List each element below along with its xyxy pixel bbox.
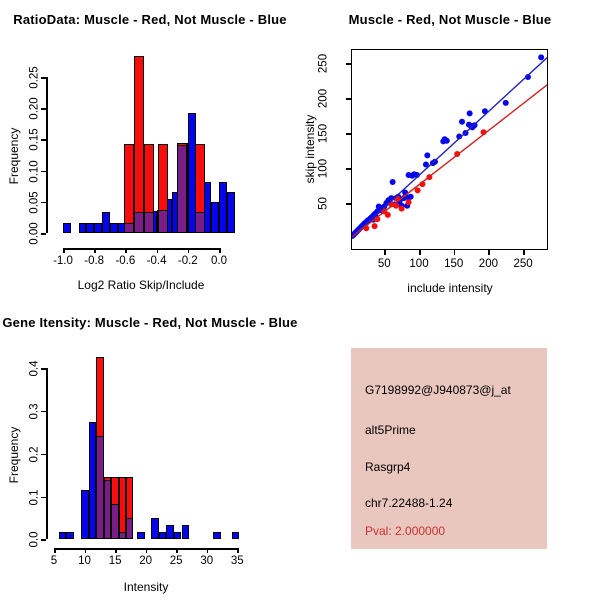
scatter-xlabel: include intensity — [407, 281, 493, 295]
y-axis-tick — [346, 133, 351, 135]
scatter-point-not_muscle_blue — [408, 194, 414, 200]
x-axis-line — [63, 248, 219, 250]
x-axis-tick — [63, 248, 65, 253]
x-axis-tick-label: 15 — [108, 555, 122, 568]
hist-bar-not_muscle_blue — [79, 223, 87, 233]
scatter-canvas — [352, 50, 547, 249]
y-axis-tick — [41, 233, 46, 235]
gene-hist-title: Gene Itensity: Muscle - Red, Not Muscle - Blue — [2, 315, 298, 330]
x-axis-tick-label: -0.6 — [115, 255, 136, 267]
scatter-point-not_muscle_blue — [503, 100, 509, 106]
hist-bar-overlap_purple — [195, 212, 205, 233]
x-axis-tick-label: -1.0 — [53, 255, 73, 267]
x-axis-tick — [94, 248, 96, 253]
x-axis-tick — [237, 548, 239, 553]
x-axis-tick — [157, 248, 159, 253]
x-axis-tick — [146, 548, 148, 553]
x-axis-tick — [419, 250, 421, 255]
hist-bar-not_muscle_blue — [182, 525, 189, 539]
y-axis-tick — [41, 539, 46, 541]
x-axis-tick-label: 100 — [409, 258, 429, 270]
scatter-point-not_muscle_blue — [390, 179, 396, 185]
scatter-point-not_muscle_blue — [424, 152, 430, 158]
hist-bar-not_muscle_blue — [213, 532, 220, 539]
y-axis-tick-label: 0.10 — [28, 159, 41, 183]
scatter-point-muscle_red — [372, 223, 378, 229]
y-axis-tick-label: 200 — [317, 88, 330, 109]
scatter-point-muscle_red — [399, 206, 405, 212]
x-axis-tick-label: 250 — [513, 258, 533, 270]
hist-bar-overlap_purple — [177, 145, 187, 233]
hist-bar-not_muscle_blue — [219, 182, 227, 233]
blue_fit_line — [352, 57, 547, 236]
x-axis-tick-label: 10 — [78, 555, 91, 568]
x-axis-tick — [176, 548, 178, 553]
y-axis-tick — [41, 108, 46, 110]
hist-bar-not_muscle_blue — [137, 532, 144, 539]
hist-bar-not_muscle_blue — [211, 202, 219, 233]
hist-bar-not_muscle_blue — [227, 192, 235, 233]
gene-name-text: Rasgrp4 — [365, 460, 411, 474]
y-axis-tick — [41, 139, 46, 141]
x-axis-tick-label: 35 — [230, 555, 244, 568]
x-axis-tick-label: 25 — [169, 555, 183, 568]
hist-bar-not_muscle_blue — [63, 223, 71, 233]
hist-bar-overlap_purple — [104, 480, 111, 539]
x-axis-tick — [384, 250, 386, 255]
hist-bar-muscle_red — [119, 477, 126, 539]
hist-bar-muscle_red — [134, 56, 144, 233]
y-axis-tick — [346, 63, 351, 65]
ratio-hist-ylabel: Frequency — [7, 127, 21, 185]
hist-bar-not_muscle_blue — [86, 223, 94, 233]
hist-bar-overlap_purple — [119, 532, 126, 539]
y-axis-tick-label: 0.3 — [28, 403, 41, 420]
y-axis-tick — [41, 202, 46, 204]
y-axis-tick-label: 0.25 — [28, 66, 41, 89]
y-axis-tick-label: 100 — [317, 158, 330, 179]
y-axis-tick — [346, 98, 351, 100]
hist-bar-not_muscle_blue — [151, 518, 158, 539]
hist-bar-overlap_purple — [111, 504, 118, 540]
x-axis-tick-label: -0.8 — [84, 255, 105, 267]
gene-info-box — [351, 348, 547, 549]
x-axis-tick — [523, 250, 525, 255]
y-axis-tick — [41, 368, 46, 370]
y-axis-tick — [41, 497, 46, 499]
scatter-point-not_muscle_blue — [444, 138, 450, 144]
y-axis-tick — [346, 203, 351, 205]
x-axis-tick-label: -0.2 — [177, 255, 198, 267]
gene-hist-xlabel: Intensity — [123, 580, 169, 594]
scatter-point-muscle_red — [385, 212, 391, 218]
ratio-hist-xlabel: Log2 Ratio Skip/Include — [77, 278, 205, 292]
hist-bar-not_muscle_blue — [174, 532, 181, 539]
hist-bar-muscle_red — [124, 144, 134, 233]
x-axis-tick — [188, 248, 190, 253]
x-axis-tick — [219, 248, 221, 253]
hist-bar-overlap_purple — [126, 518, 133, 539]
hist-bar-overlap_purple — [144, 212, 154, 233]
x-axis-tick — [488, 250, 490, 255]
ratio-histogram-panel — [0, 0, 300, 300]
scatter-ylabel: skip intensity — [303, 114, 317, 184]
gene-intensity-histogram-panel — [0, 300, 300, 600]
hist-bar-not_muscle_blue — [232, 532, 239, 539]
y-axis-line — [46, 368, 48, 539]
x-axis-tick — [85, 548, 87, 553]
scatter-point-not_muscle_blue — [538, 54, 544, 60]
x-axis-tick — [54, 548, 56, 553]
x-axis-tick-label: 30 — [200, 555, 214, 568]
y-axis-tick-label: 0.20 — [28, 97, 41, 120]
red_fit_line — [352, 85, 547, 237]
hist-bar-overlap_purple — [124, 223, 134, 233]
x-axis-tick-label: 5 — [50, 555, 58, 568]
y-axis-tick — [41, 77, 46, 79]
x-axis-tick-label: 50 — [377, 258, 391, 270]
x-axis-tick-label: -0.4 — [146, 255, 167, 267]
y-axis-tick — [346, 168, 351, 170]
hist-bar-not_muscle_blue — [89, 422, 96, 539]
y-axis-line — [46, 77, 48, 233]
hist-bar-not_muscle_blue — [81, 490, 88, 539]
y-axis-tick-label: 0.05 — [28, 191, 41, 214]
y-axis-tick-label: 0.15 — [28, 128, 41, 152]
info-panel — [300, 300, 600, 600]
scatter-point-not_muscle_blue — [467, 110, 473, 116]
hist-bar-not_muscle_blue — [110, 223, 118, 233]
y-axis-tick-label: 0.00 — [28, 222, 41, 245]
ratio-hist-title: RatioData: Muscle - Red, Not Muscle - Blue — [13, 12, 287, 27]
y-axis-tick-label: 0.0 — [28, 531, 41, 548]
y-axis-tick-label: 50 — [317, 197, 330, 210]
x-axis-tick-label: 20 — [139, 555, 153, 568]
y-axis-tick-label: 150 — [317, 123, 330, 144]
scatter-title: Muscle - Red, Not Muscle - Blue — [348, 12, 552, 27]
hist-bar-not_muscle_blue — [59, 532, 66, 539]
x-axis-tick-label: 200 — [478, 258, 498, 270]
locus-text: chr7.22488-1.24 — [365, 496, 453, 510]
x-axis-tick — [125, 248, 127, 253]
hist-bar-overlap_purple — [158, 210, 168, 233]
y-axis-tick-label: 250 — [317, 53, 330, 74]
x-axis-tick — [115, 548, 117, 553]
hist-bar-not_muscle_blue — [166, 525, 173, 539]
hist-bar-overlap_purple — [134, 212, 144, 233]
y-axis-tick — [41, 411, 46, 413]
hist-bar-not_muscle_blue — [66, 532, 73, 539]
scatter-point-not_muscle_blue — [459, 119, 465, 125]
hist-bar-overlap_purple — [96, 436, 103, 540]
y-axis-tick-label: 0.2 — [28, 446, 41, 463]
x-axis-tick-label: 0.0 — [211, 255, 227, 267]
y-axis-tick-label: 0.4 — [28, 360, 41, 377]
gene-hist-ylabel: Frequency — [7, 426, 21, 484]
y-axis-tick-label: 0.1 — [28, 489, 41, 505]
x-axis-tick — [207, 548, 209, 553]
probe-id-text: G7198992@J940873@j_at — [365, 383, 511, 397]
hist-bar-not_muscle_blue — [159, 532, 166, 539]
hist-bar-not_muscle_blue — [102, 212, 110, 233]
y-axis-tick — [41, 454, 46, 456]
x-axis-tick-label: 150 — [444, 258, 464, 270]
y-axis-tick — [41, 171, 46, 173]
intensity-scatter-panel — [300, 0, 600, 300]
event-type-text: alt5Prime — [365, 423, 416, 437]
pval-text: Pval: 2.000000 — [365, 524, 446, 538]
scatter-point-muscle_red — [406, 199, 412, 205]
x-axis-tick — [454, 250, 456, 255]
hist-bar-not_muscle_blue — [94, 223, 102, 233]
